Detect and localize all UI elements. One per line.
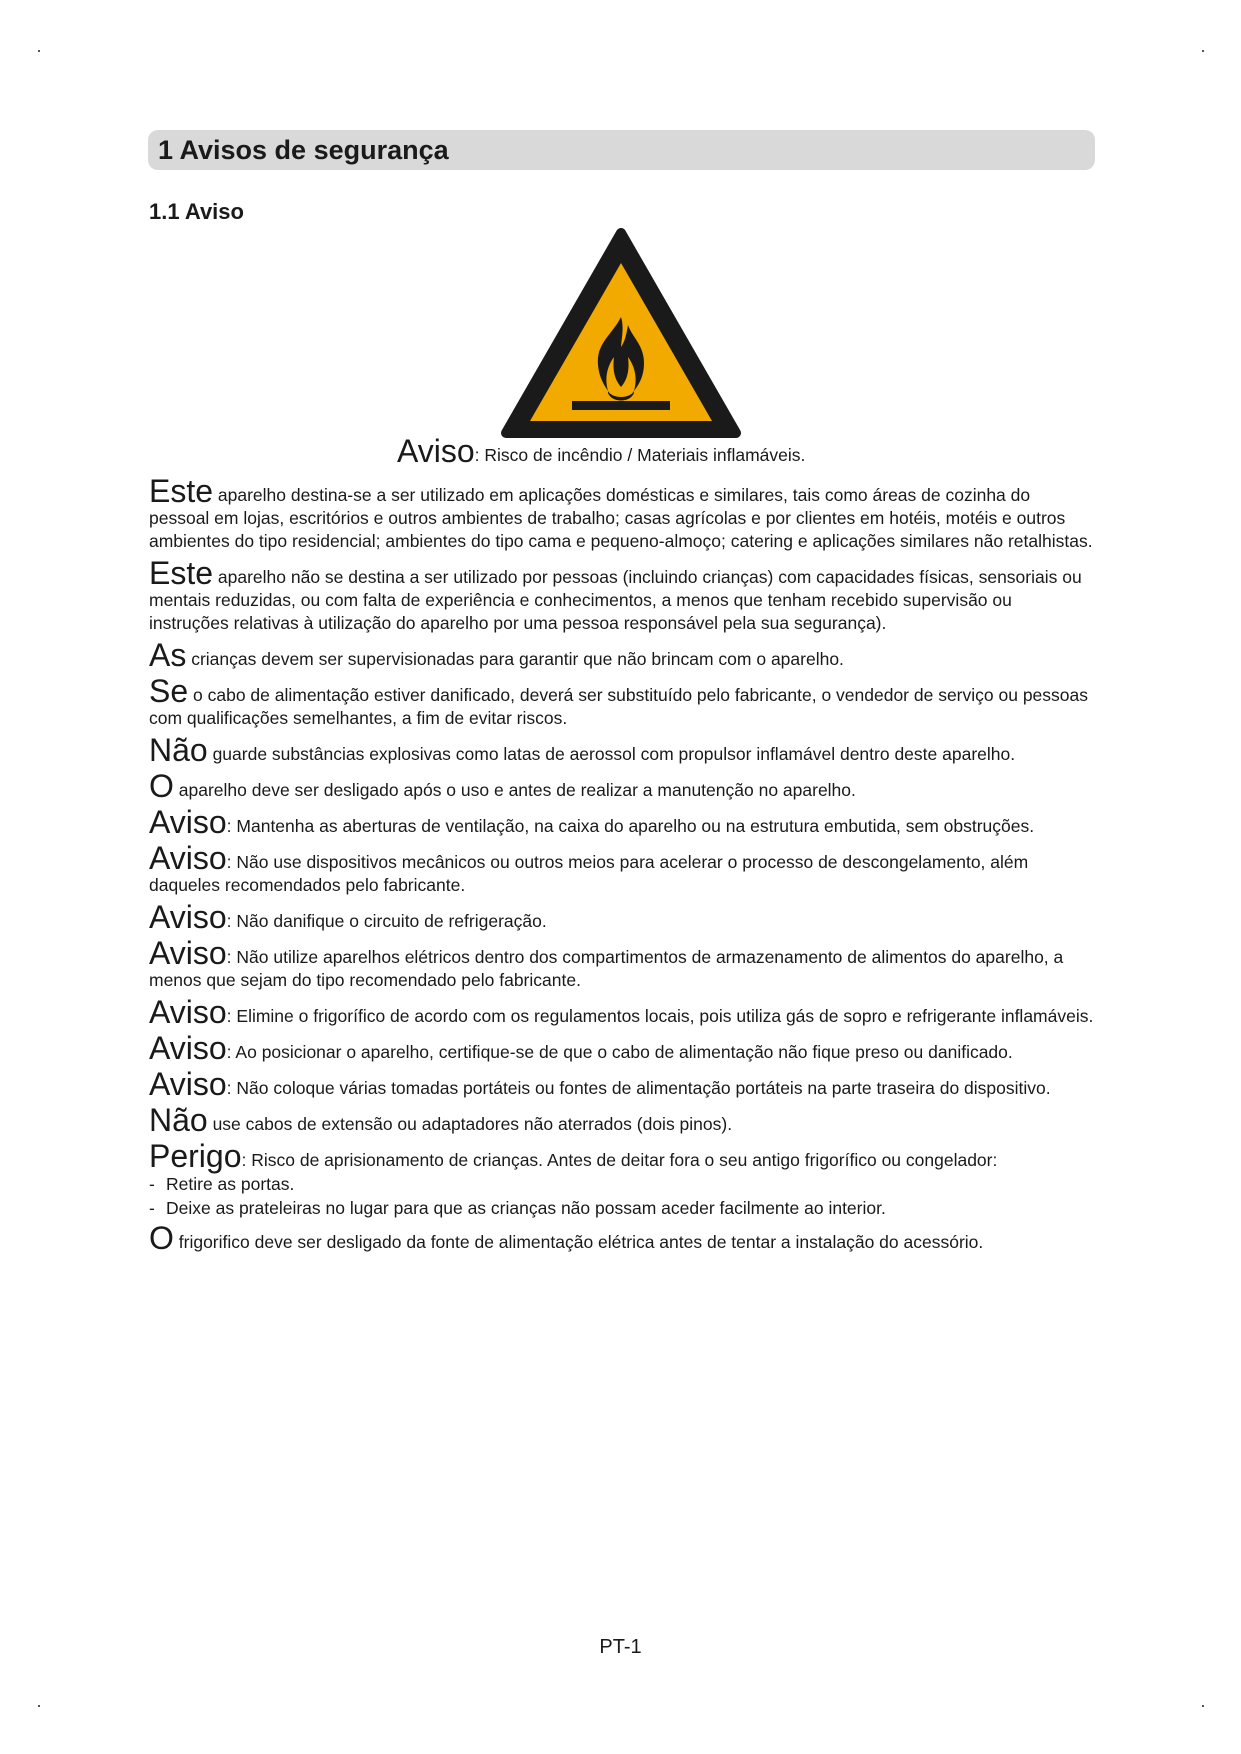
list-item-text: Retire as portas. [166,1174,295,1194]
paragraph-lead: Aviso [149,804,227,840]
paragraph-text: : Elimine o frigorífico de acordo com os regulamentos locais, pois utiliza gás de sopro e refrigerante inflamáveis. [226,1006,1094,1026]
list-item-text: Deixe as prateleiras no lugar para que as crianças não possam aceder facilmente ao interior. [166,1198,886,1218]
dash-mark: - [149,1198,155,1218]
list-item [149,1172,1094,1196]
corner-mark [38,1705,40,1707]
page-number: PT-1 [599,1636,642,1658]
paragraph-lead: O [149,768,174,804]
subsection-title: 1.1 Aviso [149,199,244,224]
warning-paragraph [149,734,1094,766]
warning-paragraph [149,842,1094,897]
paragraph-text: : Risco de aprisionamento de crianças. Antes de deitar fora o seu antigo frigorífico ou congelador: [241,1150,998,1170]
paragraph-text: aparelho destina-se a ser utilizado em aplicações domésticas e similares, tais como áreas de cozinha do pessoal em lojas, escritórios e outros ambientes de trabalho; casas agrícolas e por clientes em hotéis, motéis e outros ambientes do tipo residencial; ambientes do tipo cama e pequeno-almoço; catering e aplicações similares não retalhistas. [149,485,1093,551]
warning-paragraph [149,937,1094,992]
section-header [148,130,1095,170]
warning-paragraph [149,1104,1094,1136]
corner-mark [1202,50,1204,52]
paragraph-text: frigorifico deve ser desligado da fonte de alimentação elétrica antes de tentar a instalação do acessório. [173,1232,984,1252]
paragraph-lead: O [149,1220,174,1256]
warning-caption [397,435,805,467]
warning-paragraph [149,1140,1094,1172]
paragraph-text: aparelho não se destina a ser utilizado por pessoas (incluindo crianças) com capacidades físicas, sensoriais ou mentais reduzidas, ou com falta de experiência e conhecimentos, a menos que tenham recebido supervisão ou instruções relativas à utilização do aparelho por uma pessoa responsável pela sua segurança). [149,567,1082,633]
paragraph-text: : Não danifique o circuito de refrigeração. [226,911,547,931]
warning-paragraph [149,639,1094,671]
paragraph-lead: Aviso [149,1066,227,1102]
warning-paragraph [149,1032,1094,1064]
paragraph-lead: Aviso [149,994,227,1030]
paragraph-text: : Mantenha as aberturas de ventilação, na caixa do aparelho ou na estrutura embutida, sem obstruções. [226,816,1035,836]
warning-paragraph [149,806,1094,838]
warning-paragraph [149,901,1094,933]
dash-mark: - [149,1174,155,1194]
warning-paragraph [149,475,1094,553]
paragraph-text: : Não utilize aparelhos elétricos dentro dos compartimentos de armazenamento de alimentos do aparelho, a menos que sejam do tipo recomendado pelo fabricante. [149,947,1064,990]
paragraph-text: : Não use dispositivos mecânicos ou outros meios para acelerar o processo de descongelamento, além daqueles recomendados pelo fabricante. [149,852,1029,895]
paragraph-lead: Este [149,473,214,509]
paragraph-text: use cabos de extensão ou adaptadores não aterrados (dois pinos). [207,1114,733,1134]
paragraph-lead: Este [149,555,214,591]
paragraph-text: guarde substâncias explosivas como latas de aerossol com propulsor inflamável dentro deste aparelho. [207,744,1016,764]
list-item [149,1196,1094,1220]
paragraph-lead: Aviso [149,935,227,971]
warning-paragraph [149,996,1094,1028]
warning-paragraph [149,770,1094,802]
caption-lead: Aviso [397,433,475,469]
paragraph-lead: Aviso [149,840,227,876]
warning-paragraph [149,557,1094,635]
paragraph-text: o cabo de alimentação estiver danificado, deverá ser substituído pelo fabricante, o vendedor de serviço ou pessoas com qualificações semelhantes, a fim de evitar riscos. [149,685,1088,728]
paragraph-text: crianças devem ser supervisionadas para garantir que não brincam com o aparelho. [186,649,844,669]
paragraph-lead: Se [149,673,189,709]
warning-paragraph [149,1068,1094,1100]
caption-text: : Risco de incêndio / Materiais inflamáveis. [474,445,806,465]
paragraph-text: : Não coloque várias tomadas portáteis ou fontes de alimentação portáteis na parte traseira do dispositivo. [226,1078,1051,1098]
paragraph-lead: Não [149,1102,208,1138]
warning-paragraph [149,1222,1094,1254]
paragraph-text: : Ao posicionar o aparelho, certifique-se de que o cabo de alimentação não fique preso ou danificado. [226,1042,1013,1062]
paragraph-lead: Não [149,732,208,768]
corner-mark [38,50,40,52]
paragraph-text: aparelho deve ser desligado após o uso e antes de realizar a manutenção no aparelho. [173,780,856,800]
section-title: 1 Avisos de segurança [158,134,449,165]
paragraph-lead: Perigo [149,1138,242,1174]
warning-paragraph [149,675,1094,730]
paragraph-lead: As [149,637,187,673]
flammable-warning-icon [500,225,742,440]
paragraph-lead: Aviso [149,899,227,935]
paragraph-lead: Aviso [149,1030,227,1066]
corner-mark [1202,1705,1204,1707]
safety-warnings-list [149,475,1094,1258]
